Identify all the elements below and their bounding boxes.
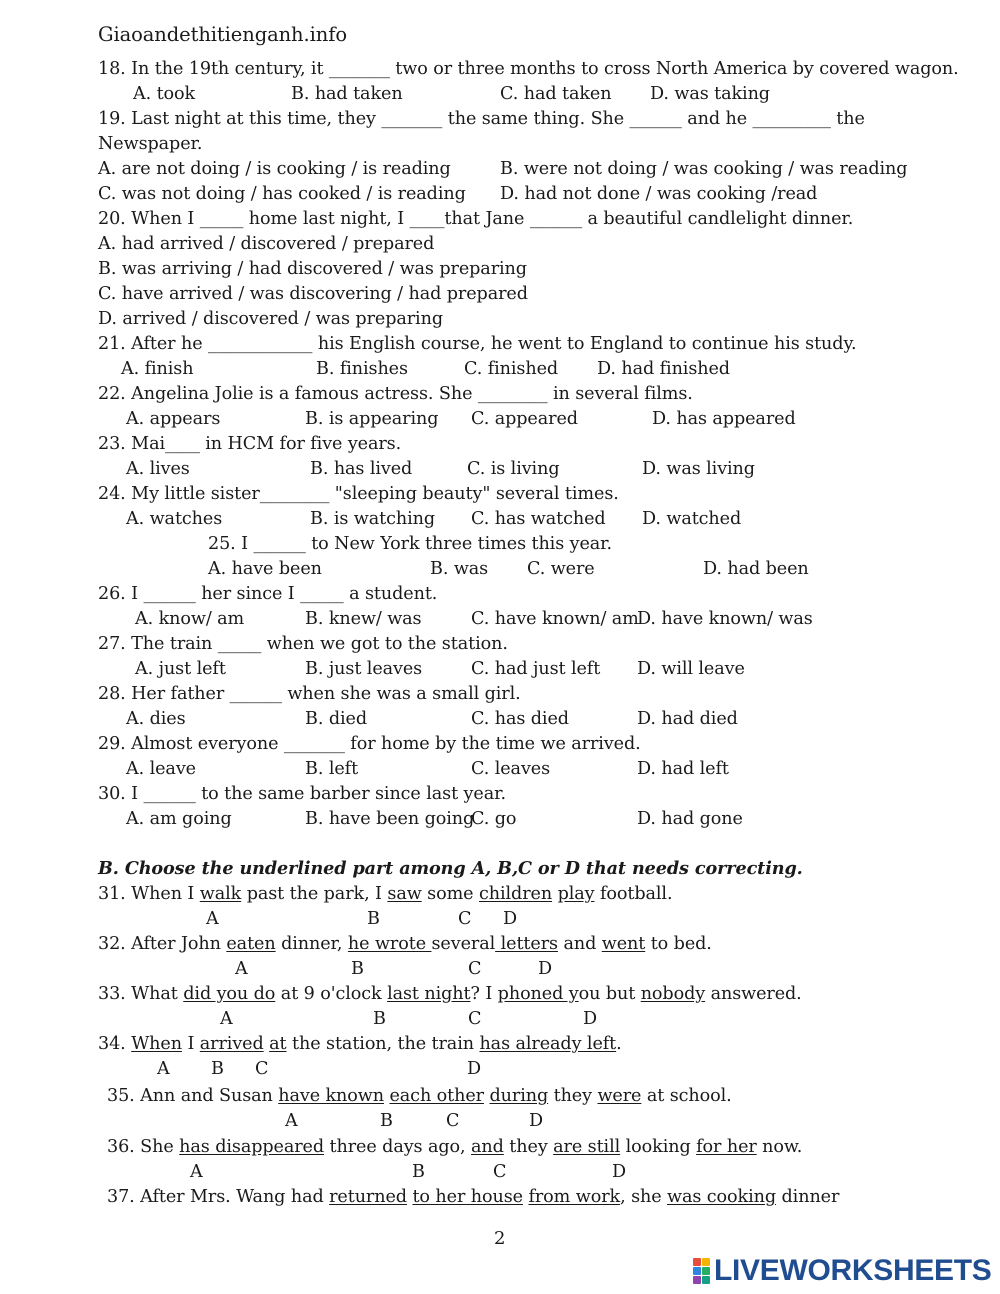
q24-option-b: B. is watching: [310, 509, 435, 529]
q23-option-a: A. lives: [126, 459, 190, 479]
q34-letter-c: C: [255, 1059, 269, 1079]
q29-option-b: B. left: [305, 759, 359, 779]
q32-letter-a: A: [235, 959, 248, 979]
logo-square: [693, 1258, 701, 1266]
question-29-stem: 29. Almost everyone _______ for home by the time we arrived.: [98, 734, 641, 754]
question-18-stem: 18. In the 19th century, it _______ two or three months to cross North America by covered wagon.: [98, 59, 959, 79]
q31-letter-c: C: [458, 909, 472, 929]
q31-letter-b: B: [367, 909, 380, 929]
question-33: 33. What did you do at 9 o'clock last night? I phoned you but nobody answered.: [98, 984, 802, 1004]
q35-letter-a: A: [285, 1111, 298, 1131]
q25-option-d: D. had been: [703, 559, 809, 579]
q36-letter-c: C: [493, 1162, 507, 1182]
liveworksheets-wordmark: LIVEWORKSHEETS: [714, 1254, 992, 1287]
q23-option-c: C. is living: [467, 459, 560, 479]
q32-letter-c: C: [468, 959, 482, 979]
page-number: 2: [494, 1228, 506, 1249]
logo-square: [702, 1267, 710, 1275]
question-26-stem: 26. I ______ her since I _____ a student.: [98, 584, 438, 604]
q33-letter-b: B: [373, 1009, 386, 1029]
q28-option-a: A. dies: [126, 709, 186, 729]
question-25-stem: 25. I ______ to New York three times this year.: [208, 534, 613, 554]
q26-option-c: C. have known/ am: [471, 609, 639, 629]
question-35: 35. Ann and Susan have known each other during they were at school.: [107, 1086, 732, 1106]
logo-square: [702, 1258, 710, 1266]
q19-option-b: B. were not doing / was cooking / was reading: [500, 159, 908, 179]
q33-letter-d: D: [583, 1009, 598, 1029]
q20-option-c: C. have arrived / was discovering / had prepared: [98, 284, 528, 304]
q27-option-a: A. just left: [135, 659, 226, 679]
q21-option-d: D. had finished: [597, 359, 730, 379]
q19-option-d: D. had not done / was cooking /read: [500, 184, 818, 204]
q32-letter-b: B: [351, 959, 364, 979]
q25-option-b: B. was: [430, 559, 489, 579]
q35-letter-c: C: [446, 1111, 460, 1131]
logo-square: [702, 1276, 710, 1284]
q26-option-b: B. knew/ was: [305, 609, 422, 629]
question-24-stem: 24. My little sister________ "sleeping beauty" several times.: [98, 484, 619, 504]
q36-letter-b: B: [412, 1162, 425, 1182]
logo-square: [693, 1276, 701, 1284]
q32-letter-d: D: [538, 959, 553, 979]
q35-letter-d: D: [529, 1111, 544, 1131]
q20-option-b: B. was arriving / had discovered / was preparing: [98, 259, 527, 279]
q33-letter-c: C: [468, 1009, 482, 1029]
q30-option-c: C. go: [471, 809, 517, 829]
q22-option-c: C. appeared: [471, 409, 578, 429]
q20-option-d: D. arrived / discovered / was preparing: [98, 309, 443, 329]
question-31: 31. When I walk past the park, I saw some children play football.: [98, 884, 673, 904]
q23-option-b: B. has lived: [310, 459, 413, 479]
q21-option-b: B. finishes: [316, 359, 408, 379]
q22-option-b: B. is appearing: [305, 409, 439, 429]
question-28-stem: 28. Her father ______ when she was a small girl.: [98, 684, 521, 704]
q33-letter-a: A: [220, 1009, 233, 1029]
q21-option-c: C. finished: [464, 359, 559, 379]
q28-option-b: B. died: [305, 709, 367, 729]
q36-letter-d: D: [612, 1162, 627, 1182]
q30-option-a: A. am going: [126, 809, 232, 829]
q24-option-d: D. watched: [642, 509, 742, 529]
section-b-heading: B. Choose the underlined part among A, B,C or D that needs correcting.: [98, 858, 803, 879]
question-34: 34. When I arrived at the station, the train has already left.: [98, 1034, 622, 1054]
question-19-stem-cont: Newspaper.: [98, 134, 203, 154]
q27-option-b: B. just leaves: [305, 659, 423, 679]
question-23-stem: 23. Mai____ in HCM for five years.: [98, 434, 402, 454]
q19-option-a: A. are not doing / is cooking / is reading: [98, 159, 451, 179]
q22-option-a: A. appears: [126, 409, 221, 429]
q29-option-a: A. leave: [126, 759, 196, 779]
q22-option-d: D. has appeared: [652, 409, 796, 429]
question-27-stem: 27. The train _____ when we got to the station.: [98, 634, 508, 654]
q26-option-d: D. have known/ was: [637, 609, 813, 629]
question-37: 37. After Mrs. Wang had returned to her house from work, she was cooking dinner: [107, 1187, 840, 1207]
q18-option-d: D. was taking: [650, 84, 770, 104]
logo-square: [693, 1267, 701, 1275]
q19-option-c: C. was not doing / has cooked / is reading: [98, 184, 466, 204]
q28-option-c: C. has died: [471, 709, 569, 729]
question-22-stem: 22. Angelina Jolie is a famous actress. She ________ in several films.: [98, 384, 693, 404]
q29-option-c: C. leaves: [471, 759, 551, 779]
q18-option-b: B. had taken: [291, 84, 403, 104]
q18-option-c: C. had taken: [500, 84, 612, 104]
q35-letter-b: B: [380, 1111, 393, 1131]
q25-option-a: A. have been: [208, 559, 322, 579]
question-21-stem: 21. After he ____________ his English course, he went to England to continue his study.: [98, 334, 857, 354]
q34-letter-a: A: [157, 1059, 170, 1079]
q36-letter-a: A: [190, 1162, 203, 1182]
question-30-stem: 30. I ______ to the same barber since last year.: [98, 784, 506, 804]
q27-option-d: D. will leave: [637, 659, 745, 679]
q24-option-c: C. has watched: [471, 509, 606, 529]
q23-option-d: D. was living: [642, 459, 755, 479]
site-header: Giaoandethitienganh.info: [98, 23, 347, 46]
q30-option-d: D. had gone: [637, 809, 743, 829]
q31-letter-d: D: [503, 909, 518, 929]
q31-letter-a: A: [206, 909, 219, 929]
q24-option-a: A. watches: [126, 509, 223, 529]
q29-option-d: D. had left: [637, 759, 729, 779]
question-19-stem: 19. Last night at this time, they _______ the same thing. She ______ and he _________ the: [98, 109, 865, 129]
q18-option-a: A. took: [133, 84, 196, 104]
q34-letter-b: B: [211, 1059, 224, 1079]
q28-option-d: D. had died: [637, 709, 738, 729]
question-32: 32. After John eaten dinner, he wrote several letters and went to bed.: [98, 934, 712, 954]
q20-option-a: A. had arrived / discovered / prepared: [98, 234, 435, 254]
question-36: 36. She has disappeared three days ago, and they are still looking for her now.: [107, 1137, 803, 1157]
question-20-stem: 20. When I _____ home last night, I ____that Jane ______ a beautiful candlelight dinner.: [98, 209, 854, 229]
q34-letter-d: D: [467, 1059, 482, 1079]
q27-option-c: C. had just left: [471, 659, 601, 679]
q30-option-b: B. have been going: [305, 809, 475, 829]
liveworksheets-brand[interactable]: [693, 1253, 992, 1289]
q26-option-a: A. know/ am: [135, 609, 245, 629]
q25-option-c: C. were: [527, 559, 595, 579]
q21-option-a: A. finish: [121, 359, 194, 379]
liveworksheets-logo-icon: [693, 1258, 710, 1284]
